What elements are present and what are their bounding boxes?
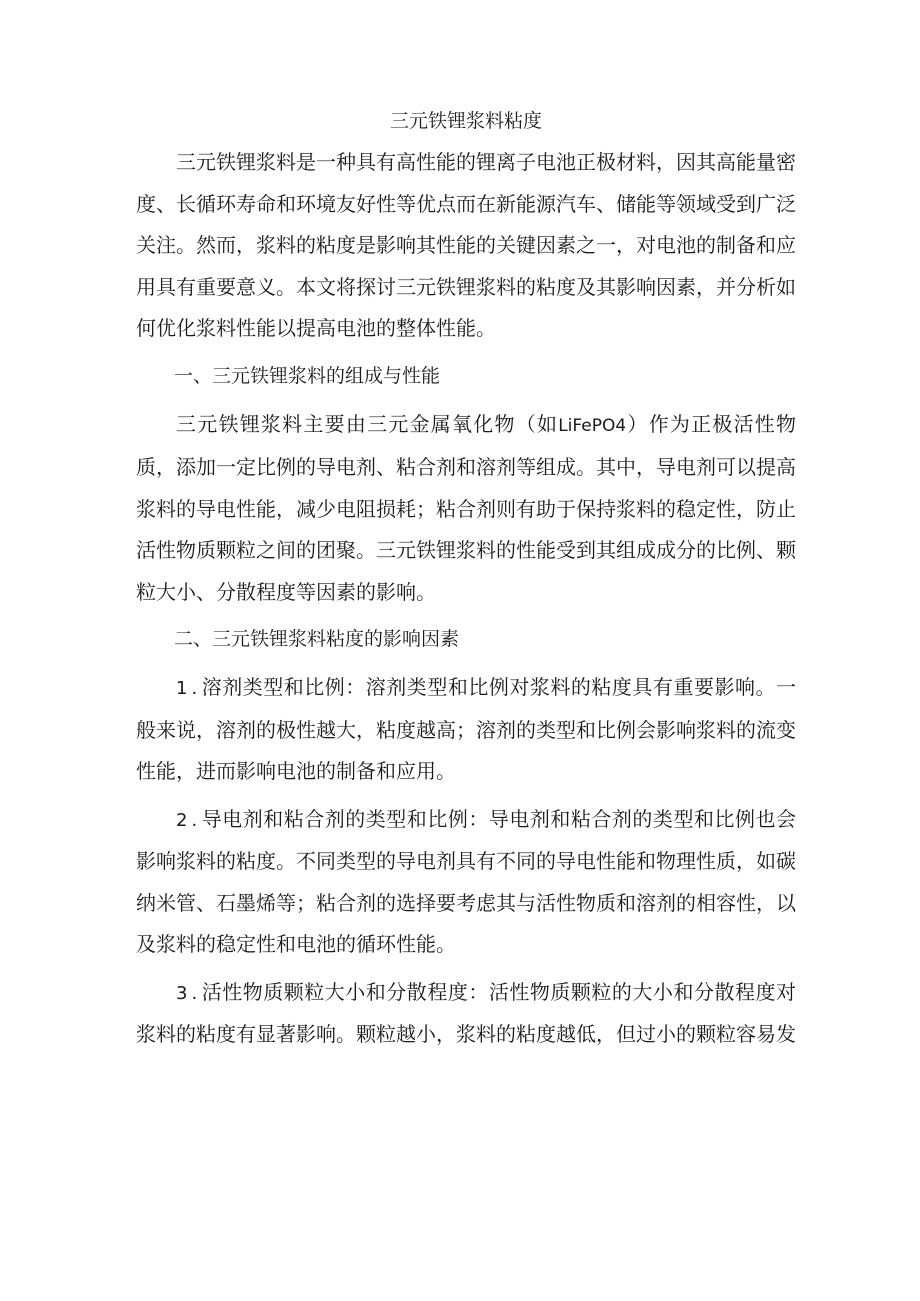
list-item-3	[136, 972, 796, 1056]
section-1-text-part-1: 三元铁锂浆料主要由三元金属氧化物（如	[176, 411, 559, 436]
section-1-paragraph	[136, 404, 796, 614]
list-item-text: 活性物质颗粒大小和分散程度：活性物质颗粒的大小和分散程度对浆料的粘度有显著影响。颗粒越小，浆料的粘度越低，但过小的颗粒容易发	[136, 979, 796, 1046]
intro-paragraph: 三元铁锂浆料是一种具有高性能的锂离子电池正极材料，因其高能量密度、长循环寿命和环境友好性等优点而在新能源汽车、储能等领域受到广泛关注。然而，浆料的粘度是影响其性能的关键因素之一，对电池的制备和应用具有重要意义。本文将探讨三元铁锂浆料的粘度及其影响因素，并分析如何优化浆料性能以提高电池的整体性能。	[136, 150, 796, 340]
list-item-1	[136, 667, 796, 793]
section-2-heading: 二、三元铁锂浆料粘度的影响因素	[174, 628, 460, 650]
list-item-number: 1.	[176, 678, 202, 699]
list-item-text: 溶剂类型和比例：溶剂类型和比例对浆料的粘度具有重要影响。一般来说，溶剂的极性越大，粘度越高；溶剂的类型和比例会影响浆料的流变性能，进而影响电池的制备和应用。	[136, 675, 796, 783]
document-title: 三元铁锂浆料粘度	[389, 110, 542, 132]
list-item-number: 2.	[176, 809, 202, 831]
list-item-number: 3.	[176, 982, 202, 1004]
section-1-heading: 一、三元铁锂浆料的组成与性能	[174, 364, 441, 387]
chemical-formula: LiFePO4	[558, 415, 627, 436]
list-item-text: 导电剂和粘合剂的类型和比例：导电剂和粘合剂的类型和比例也会影响浆料的粘度。不同类型的导电剂具有不同的导电性能和物理性质，如碳纳米管、石墨烯等；粘合剂的选择要考虑其与活性物质和溶剂的相容性，以及浆料的稳定性和电池的循环性能。	[136, 806, 796, 956]
section-1-text-part-2: ）作为正极活性物质，添加一定比例的导电剂、粘合剂和溶剂等组成。其中，导电剂可以提高浆料的导电性能，减少电阻损耗；粘合剂则有助于保持浆料的稳定性，防止活性物质颗粒之间的团聚。三元铁锂浆料的性能受到其组成成分的比例、颗粒大小、分散程度等因素的影响。	[136, 411, 797, 604]
list-item-2	[136, 799, 796, 966]
document-body	[136, 108, 796, 1062]
